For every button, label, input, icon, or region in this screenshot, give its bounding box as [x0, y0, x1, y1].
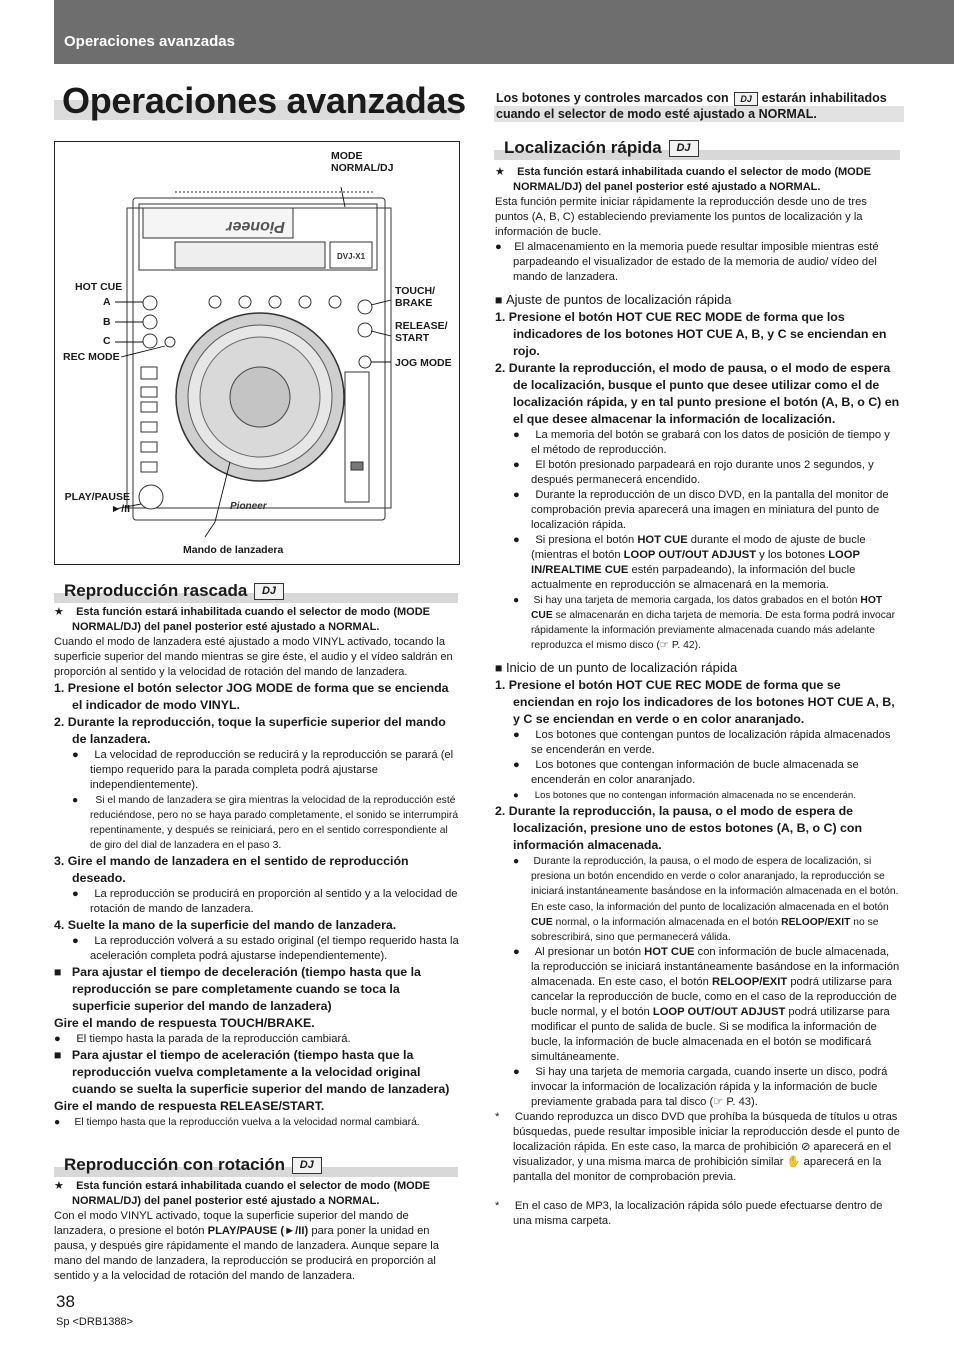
quick-set-bullet-4: ● Si presiona el botón HOT CUE durante el modo de ajuste de bucle (mientras el botón LOOP OUT/OUT ADJUST y los botones LOOP IN/REALTIME CUE estén parpadeando), la información del bucle actualmente en reproducción se almacenará en la memoria. — [513, 534, 866, 591]
bullet-text: La velocidad de reproducción se reducirá y la reproducción se parará (el tiempo requerido para la parada completa podrá ajustarse independientemente). — [90, 749, 454, 791]
quick-set-step-1: 1. Presione el botón HOT CUE REC MODE de forma que los indicadores de los botones HOT CUE A, B, y C se enciendan en rojo. — [495, 310, 887, 358]
label-c: C — [103, 335, 111, 347]
bullet-text: con información de bucle almacenada, la reproducción se iniciará instantáneamente basándose en la información almacenada. En este caso, el botón — [531, 946, 900, 989]
quick-section-title — [494, 138, 900, 160]
top-note-text-after: estarán inhabilitados cuando el selector de modo esté ajustado a NORMAL. — [496, 91, 887, 121]
quick-set-bullet-5: ● Si hay una tarjeta de memoria cargada, los datos grabados en el botón HOT CUE se almacenarán en dicha tarjeta de memoria. De esta forma podrá invocar rápidamente la información previamente almacenada cuando más adelante reproduzca el mismo disco (☞ P. 42). — [513, 595, 896, 651]
dj-mark-icon: DJ — [669, 140, 699, 157]
quick-section — [495, 165, 900, 1229]
bullet-text: Si el mando de lanzadera se gira mientras la velocidad de la reproducción esté reduciéndose, pero no se haya parado completamente, el sonido se interrumpirá repentinamente, y después se reiniciará, pero en el sentido correspondiente al de giro del dial de lanzadera en el paso 3. — [90, 795, 459, 851]
quick-star-text: Esta función estará inhabilitada cuando el selector de modo (MODE NORMAL/DJ) del panel posterior esté ajustado a NORMAL. — [513, 166, 871, 193]
quick-set-bullet-2: ● El botón presionado parpadeará en rojo durante unos 2 segundos, y después permanecerá encendido. — [513, 459, 874, 486]
label-hot-cue: HOT CUE — [75, 281, 123, 293]
bullet-text: podrá utilizarse para modificar el punto de salida de bucle. Si se modifica la información de bucle, la información de bucle almacenada en el botón se modificará simultáneamente. — [531, 1006, 890, 1064]
hot-cue-b-button — [143, 315, 157, 329]
label-play-pause: PLAY/PAUSE ►/II — [64, 491, 130, 515]
pioneer-logo-mirrored: Pioneer — [226, 218, 285, 235]
quick-start-step-2: 2. Durante la reproducción, la pausa, o el modo de espera de localización, presione uno de estos botones (A, B, o C) con información almacenada. — [495, 804, 863, 852]
bullet-text: y los botones — [759, 549, 826, 561]
loop-out-ref: LOOP OUT/OUT ADJUST — [623, 549, 757, 561]
bullet-text: Si hay una tarjeta de memoria cargada, los datos grabados en el botón — [533, 595, 858, 606]
top-note — [494, 90, 904, 122]
page-number: 38 — [56, 1292, 75, 1311]
bullet-text: Los botones que contengan puntos de localización rápida almacenados se encenderán en verde. — [531, 729, 891, 756]
accel-heading-text: Para ajustar el tiempo de aceleración (tiempo hasta que la reproducción vuelva completamente a la velocidad original cuando se suelta la superficie superior del mando de lanzadera) — [71, 1048, 450, 1096]
spin-paragraph — [54, 1209, 459, 1284]
bullet-text: no se sobrescribirá, sino que permanecerá válida. — [531, 916, 879, 944]
top-note-text-before: Los botones y controles marcados con — [496, 91, 729, 105]
bullet-text: La memoria del botón se grabará con los datos de posición de tiempo y el método de reproducción. — [531, 429, 890, 456]
quick-start-bullet-1: ● Los botones que contengan puntos de localización rápida almacenados se encenderán en verde. — [513, 729, 891, 756]
play-pause-ref: PLAY/PAUSE (►/II) — [207, 1225, 309, 1237]
bullet-text: estén parpadeando), la información del bucle actualmente en reproducción se almacenará en la memoria. — [531, 564, 856, 591]
device-figure — [54, 141, 460, 565]
asterisk-note-1: * Cuando reproduzca un disco DVD que prohíba la búsqueda de títulos u otras búsquedas, puede resultar imposible iniciar la reproducción desde el punto de localización rápida. En este caso, la marca de prohibición ⊘ aparecerá en el visualizador, y una misma marca de prohibición similar ✋ aparecerá en la pantalla del monitor de comprobación previa. — [495, 1111, 900, 1184]
spin-title-text: Reproducción con rotación — [64, 1155, 286, 1174]
scratch-decel-bullet: ● El tiempo hasta la parada de la reproducción cambiará. — [54, 1033, 351, 1045]
bullet-text: El botón presionado parpadeará en rojo durante unos 2 segundos, y después permanecerá encendido. — [531, 459, 874, 486]
hot-cue-a-button — [143, 296, 157, 310]
scratch-star-text: Esta función estará inhabilitada cuando el selector de modo (MODE NORMAL/DJ) del panel posterior esté ajustado a NORMAL. — [72, 606, 430, 633]
bullet-text: se almacenarán en dicha tarjeta de memoria. De esta forma podrá invocar rápidamente la información previamente almacenada cuando más adelante reproduzca el mismo disco (☞ P. 42). — [531, 610, 896, 651]
loop-in-ref: LOOP IN/REALTIME CUE — [531, 549, 860, 576]
hot-cue-ref: HOT CUE — [637, 534, 688, 546]
start-heading-text: Inicio de un punto de localización rápida — [505, 660, 738, 675]
rec-mode-button — [165, 337, 175, 347]
bullet-text: durante el modo de ajuste de bucle (mientras el botón — [531, 534, 866, 561]
bullet-text: El almacenamiento en la memoria puede resultar imposible mientras esté parpadeando el visualizador de estado de la memoria de audio/ vídeo del mando de lanzadera. — [513, 241, 879, 283]
scratch-step-4-bullet-1: ● La reproducción volverá a su estado original (el tiempo requerido hasta la aceleración completa podrá ajustarse independientemente). — [72, 935, 459, 962]
bullet-text: Si presiona el botón — [535, 534, 635, 546]
hot-cue-ref: HOT CUE — [644, 946, 695, 959]
scratch-step-1: 1. Presione el botón selector JOG MODE de forma que se encienda el indicador de modo VINYL. — [54, 681, 449, 712]
bullet-text: normal, o la información almacenada en el botón — [555, 916, 779, 928]
jog-dial — [176, 313, 344, 481]
bullet-text: La reproducción se producirá en proporción al sentido y a la velocidad de rotación de mando de lanzadera. — [90, 888, 458, 915]
quick-set-heading: ■ Ajuste de puntos de localización rápida — [495, 292, 732, 307]
spin-star-note: ★ Esta función estará inhabilitada cuando el selector de modo (MODE NORMAL/DJ) del panel posterior esté ajustado a NORMAL. — [54, 1180, 430, 1207]
model-name: DVJ-X1 — [337, 252, 366, 261]
hot-cue-ref: HOT CUE — [531, 595, 883, 621]
play-pause-button — [139, 485, 163, 509]
reloop-ref: RELOOP/EXIT — [781, 916, 851, 928]
quick-start-heading: ■ Inicio de un punto de localización rápida — [495, 660, 738, 675]
bullet-text: podrá utilizarse para cancelar la reproducción de bucle, como en el caso de la reproducción de bucle normal, y el botón — [531, 976, 897, 1019]
label-mode: MODE NORMAL/DJ — [331, 150, 394, 174]
quick-start-bullet-5: ● Al presionar un botón HOT CUE con información de bucle almacenada, la reproducción se iniciará instantáneamente basándose en la información almacenada. En este caso, el botón RELOOP/EXIT podrá utilizarse para cancelar la reproducción de bucle, como en el caso de la reproducción de bucle normal, y el botón LOOP OUT/OUT ADJUST podrá utilizarse para modificar el punto de salida de bucle. Si se modifica la información de bucle, la información de bucle almacenada en el botón se modificará simultáneamente. — [513, 946, 900, 1064]
scratch-step-2-bullet-2: ● Si el mando de lanzadera se gira mientras la velocidad de la reproducción esté reduciéndose, pero no se haya parado completamente, el sonido se interrumpirá repentinamente, y después se reiniciará, pero en el sentido correspondiente al de giro del dial de lanzadera en el paso 3. — [72, 795, 459, 851]
quick-start-bullet-3: ● Los botones que no contengan información almacenada no se encenderán. — [513, 790, 856, 801]
scratch-accel-heading: ■ Para ajustar el tiempo de aceleración (tiempo hasta que la reproducción vuelva completamente a la velocidad original cuando se suelta la superficie superior del mando de lanzadera) — [54, 1048, 450, 1096]
scratch-step-3: 3. Gire el mando de lanzadera en el sentido de reproducción deseado. — [54, 854, 409, 885]
quick-start-bullet-6: ● Si hay una tarjeta de memoria cargada, cuando inserte un disco, podrá invocar la información de localización rápida y la información de bucle previamente grabada para tal disco (☞ P. 43). — [513, 1066, 888, 1109]
page-title: Operaciones avanzadas — [62, 80, 466, 121]
quick-start-step-1: 1. Presione el botón HOT CUE REC MODE de forma que se enciendan en rojo los indicadores de los botones HOT CUE A, B, y C se enciendan en verde o en color anaranjado. — [495, 678, 895, 726]
label-release-start: RELEASE/ START — [395, 320, 448, 344]
reloop-ref: RELOOP/EXIT — [711, 976, 788, 989]
hot-cue-c-button — [143, 334, 157, 348]
document-code: Sp <DRB1388> — [56, 1316, 134, 1328]
scratch-step-4: 4. Suelte la mano de la superficie del mando de lanzadera. — [54, 918, 397, 932]
scratch-intro: Cuando el modo de lanzadera esté ajustado a modo VINYL activado, tocando la superficie superior del mando mientras se gire éste, el audio y el vídeo saldrán en proporción al sentido y la velocidad de rotación del mando de lanzadera. — [54, 636, 453, 678]
pioneer-logo: Pioneer — [230, 501, 267, 512]
bullet-text: Al presionar un botón — [534, 946, 642, 959]
label-b: B — [103, 316, 111, 328]
note-text: En el caso de MP3, la localización rápida sólo puede efectuarse dentro de una misma carpeta. — [513, 1200, 883, 1228]
jog-mode-button — [359, 356, 371, 368]
bullet-text: Durante la reproducción, la pausa, o el modo de espera de localización, si presiona un botón encendido en verde o color anaranjado, la reproducción se iniciará instantáneamente basándose en la información almacenada en el botón. En este caso, la información del punto de localización almacenada en el botón — [531, 856, 899, 913]
quick-set-step-2: 2. Durante la reproducción, el modo de pausa, o el modo de espera de localización, busque el punto que desee utilizar como el de localización rápida, y en tal punto presione el botón (A, B, o C) en el que desee almacenar la información de localización. — [495, 361, 900, 426]
touch-brake-knob — [358, 300, 372, 314]
dj-mark-icon: DJ — [254, 583, 284, 600]
quick-title-text: Localización rápida — [504, 138, 662, 157]
quick-intro: Esta función permite iniciar rápidamente la reproducción desde uno de tres puntos (A, B, C) estableciendo previamente los puntos de localización y la información de bucle. — [495, 196, 867, 238]
quick-set-bullet-3: ● Durante la reproducción de un disco DVD, en la pantalla del monitor de comprobación previa aparecerá una imagen en miniatura del punto de localización rápida. — [513, 489, 889, 531]
scratch-decel-instruction: Gire el mando de respuesta TOUCH/BRAKE. — [54, 1016, 315, 1030]
label-rec-mode: REC MODE — [63, 351, 120, 363]
scratch-decel-heading: ■ Para ajustar el tiempo de deceleración (tiempo hasta que la reproducción se pare completamente cuando se toca la superficie superior del mando de lanzadera) — [54, 965, 421, 1013]
bullet-text: La reproducción volverá a su estado original (el tiempo requerido hasta la aceleración completa podrá ajustarse independientemente). — [90, 935, 459, 962]
dj-mark-icon: DJ — [734, 92, 758, 106]
quick-star-note: ★ Esta función estará inhabilitada cuando el selector de modo (MODE NORMAL/DJ) del panel posterior esté ajustado a NORMAL. — [495, 166, 871, 193]
scratch-step-2-bullet-1: ● La velocidad de reproducción se reducirá y la reproducción se parará (el tiempo requerido para la parada completa podrá ajustarse independientemente). — [72, 749, 454, 791]
spin-text-b: para poner la unidad en pausa, y después gire rápidamente el mando de lanzadera. Aunque separe la mano del mando de lanzadera, la reproducción se producirá en proporción al sentido y a la velocidad de rotación del mando de lanzadera. — [54, 1225, 439, 1282]
asterisk-note-2: * En el caso de MP3, la localización rápida sólo puede efectuarse dentro de una misma carpeta. — [495, 1200, 883, 1228]
bullet-text: Los botones que no contengan información almacenada no se encenderán. — [534, 790, 856, 801]
scratch-accel-instruction: Gire el mando de respuesta RELEASE/START. — [54, 1099, 325, 1113]
quick-start-bullet-2: ● Los botones que contengan información de bucle almacenada se encenderán en color anaranjado. — [513, 759, 859, 786]
scratch-section-title — [54, 581, 458, 603]
label-a: A — [103, 296, 111, 308]
quick-start-bullet-4: ● Durante la reproducción, la pausa, o el modo de espera de localización, si presiona un botón encendido en verde o color anaranjado, la reproducción se iniciará instantáneamente basándose en la información almacenada en el botón. En este caso, la información del punto de localización almacenada en el botón CUE normal, o la información almacenada en el botón RELOOP/EXIT no se sobrescribirá, sino que permanecerá válida. — [513, 856, 899, 944]
set-heading-text: Ajuste de puntos de localización rápida — [505, 292, 732, 307]
bullet-text: El tiempo hasta la parada de la reproducción cambiará. — [76, 1033, 351, 1045]
bullet-text: Si hay una tarjeta de memoria cargada, cuando inserte un disco, podrá invocar la información de localización rápida y la información de bucle previamente grabada para tal disco (☞ P. 43). — [531, 1066, 888, 1109]
label-jog-mode: JOG MODE — [395, 357, 452, 369]
prohibition-hand-icon: ✋ — [786, 1156, 801, 1169]
scratch-star-note: ★ Esta función estará inhabilitada cuando el selector de modo (MODE NORMAL/DJ) del panel posterior esté ajustado a NORMAL. — [54, 606, 430, 633]
section-header-label: Operaciones avanzadas — [64, 33, 235, 50]
label-jog-dial: Mando de lanzadera — [183, 544, 284, 556]
quick-intro-bullet: ● El almacenamiento en la memoria puede resultar imposible mientras esté parpadeando el visualizador de estado de la memoria de audio/ vídeo del mando de lanzadera. — [495, 241, 879, 283]
scratch-step-3-bullet-1: ● La reproducción se producirá en proporción al sentido y a la velocidad de rotación de mando de lanzadera. — [72, 888, 458, 915]
note-text: aparecerá en el visualizador, y una misma marca de prohibición similar — [513, 1141, 892, 1169]
bullet-text: Durante la reproducción de un disco DVD, en la pantalla del monitor de comprobación previa aparecerá una imagen en miniatura del punto de localización rápida. — [531, 489, 889, 531]
dj-mark-icon: DJ — [292, 1157, 322, 1174]
spin-text-a: Con el modo VINYL activado, toque la superficie superior del mando de lanzadera, o presione el botón — [54, 1210, 409, 1237]
cue-ref: CUE — [531, 916, 553, 928]
quick-set-bullet-1: ● La memoria del botón se grabará con los datos de posición de tiempo y el método de reproducción. — [513, 429, 890, 456]
section-header-bar — [54, 0, 954, 64]
scratch-title-text: Reproducción rascada — [64, 581, 248, 600]
spin-section-title — [54, 1155, 458, 1177]
release-start-knob — [358, 323, 372, 337]
bullet-text: El tiempo hasta que la reproducción vuelva a la velocidad normal cambiará. — [74, 1117, 420, 1128]
loop-out-ref: LOOP OUT/OUT ADJUST — [652, 1006, 786, 1019]
prohibition-icon: ⊘ — [800, 1141, 811, 1154]
bullet-text: Los botones que contengan información de bucle almacenada se encenderán en color anaranjado. — [531, 759, 859, 786]
scratch-step-2: 2. Durante la reproducción, toque la superficie superior del mando de lanzadera. — [54, 715, 446, 746]
note-text: Cuando reproduzca un disco DVD que prohíba la búsqueda de títulos u otras búsquedas, puede resultar imposible iniciar la reproducción desde el punto de localización rápida. En este caso, la marca de prohibición — [513, 1111, 900, 1154]
label-touch-brake: TOUCH/ BRAKE — [395, 285, 436, 309]
note-text: aparecerá en la pantalla del monitor de comprobación previa. — [513, 1156, 882, 1184]
spin-star-text: Esta función estará inhabilitada cuando el selector de modo (MODE NORMAL/DJ) del panel posterior esté ajustado a NORMAL. — [72, 1180, 430, 1207]
spin-section — [54, 1179, 459, 1284]
scratch-accel-bullet: ● El tiempo hasta que la reproducción vuelva a la velocidad normal cambiará. — [54, 1117, 420, 1128]
decel-heading-text: Para ajustar el tiempo de deceleración (tiempo hasta que la reproducción se pare completamente cuando se toca la superficie superior del mando de lanzadera) — [71, 965, 421, 1013]
scratch-section — [54, 605, 459, 1130]
